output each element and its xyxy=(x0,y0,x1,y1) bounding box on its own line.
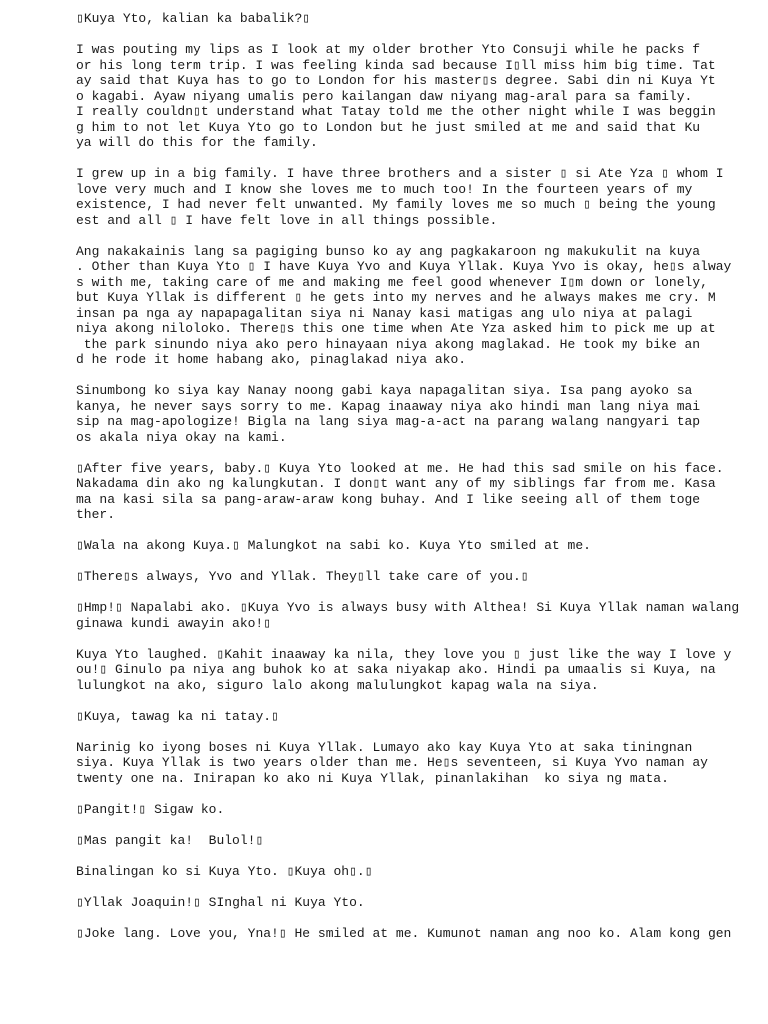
text-line: Narinig ko iyong boses ni Kuya Yllak. Lumayo ako kay Kuya Yto at saka tiningnan xyxy=(76,739,693,755)
text-line: lulungkot na ako, siguro lalo akong malulungkot kapag wala na siya. xyxy=(76,677,599,693)
text-line: ma na kasi sila sa pang-araw-araw kong buhay. And I like seeing all of them toge xyxy=(76,491,701,507)
text-line: ginawa kundi awayin ako!▯ xyxy=(76,615,272,631)
text-line: s with me, taking care of me and making me feel good whenever I▯m down or lonely, xyxy=(76,274,708,290)
text-line: love very much and I know she loves me to much too! In the fourteen years of my xyxy=(76,181,693,197)
paragraph xyxy=(76,383,716,445)
paragraph xyxy=(76,833,716,849)
text-line: ▯There▯s always, Yvo and Yllak. They▯ll take care of you.▯ xyxy=(76,569,529,584)
text-line: existence, I had never felt unwanted. My family loves me so much ▯ being the young xyxy=(76,197,716,212)
text-line: I grew up in a big family. I have three brothers and a sister ▯ si Ate Yza ▯ whom I xyxy=(76,166,724,181)
text-line: ▯Kuya Yto, kalian ka babalik?▯ xyxy=(76,11,311,26)
paragraph xyxy=(76,802,716,818)
text-line: ▯After five years, baby.▯ Kuya Yto looked at me. He had this sad smile on his face. xyxy=(76,460,724,476)
text-line: twenty one na. Inirapan ko ako ni Kuya Yllak, pinanlakihan ko siya ng mata. xyxy=(76,770,669,786)
document-body xyxy=(76,11,740,957)
paragraph xyxy=(76,166,724,228)
text-line: ya will do this for the family. xyxy=(76,135,318,150)
text-line: ▯Hmp!▯ Napalabi ako. ▯Kuya Yvo is always busy with Althea! Si Kuya Yllak naman walang xyxy=(76,600,740,615)
paragraph xyxy=(76,11,716,27)
paragraph xyxy=(76,243,732,368)
text-line: I was pouting my lips as I look at my older brother Yto Consuji while he packs f xyxy=(76,42,701,57)
text-line: est and all ▯ I have felt love in all things possible. xyxy=(76,212,498,228)
text-line: Nakadama din ako ng kalungkutan. I don▯t want any of my siblings far from me. Kasa xyxy=(76,476,716,491)
text-line: kanya, he never says sorry to me. Kapag inaaway niya ako hindi man lang niya mai xyxy=(76,398,701,414)
text-line: ther. xyxy=(76,507,116,522)
paragraph xyxy=(76,42,716,151)
text-line: ay said that Kuya has to go to London for his master▯s degree. Sabi din ni Kuya Yt xyxy=(76,73,716,88)
text-line: ▯Kuya, tawag ka ni tatay.▯ xyxy=(76,708,279,724)
text-line: siya. Kuya Yllak is two years older than me. He▯s seventeen, si Kuya Yvo naman ay xyxy=(76,755,708,770)
text-line: ▯Yllak Joaquin!▯ SInghal ni Kuya Yto. xyxy=(76,894,365,910)
text-line: ▯Wala na akong Kuya.▯ Malungkot na sabi ko. Kuya Yto smiled at me. xyxy=(76,538,591,553)
text-line: os akala niya okay na kami. xyxy=(76,429,287,445)
text-line: ▯Mas pangit ka! Bulol!▯ xyxy=(76,832,264,848)
text-line: sip na mag-apologize! Bigla na lang siya mag-a-act na parang walang nangyari tap xyxy=(76,414,701,429)
paragraph xyxy=(76,709,716,725)
text-line: ▯Joke lang. Love you, Yna!▯ He smiled at me. Kumunot naman ang noo ko. Alam kong gen xyxy=(76,925,732,941)
text-line: insan pa nga ay napapagalitan siya ni Nanay kasi matigas ang ulo niya at palagi xyxy=(76,305,693,321)
text-line: or his long term trip. I was feeling kinda sad because I▯ll miss him big time. Tat xyxy=(76,57,716,73)
text-line: . Other than Kuya Yto ▯ I have Kuya Yvo and Kuya Yllak. Kuya Yvo is okay, he▯s alway xyxy=(76,259,732,274)
text-line: ou!▯ Ginulo pa niya ang buhok ko at saka niyakap ako. Hindi pa umaalis si Kuya, na xyxy=(76,662,716,677)
text-line: o kagabi. Ayaw niyang umalis pero kailangan daw niyang mag-aral para sa family. xyxy=(76,88,693,104)
paragraph xyxy=(76,460,724,523)
text-line: d he rode it home habang ako, pinaglakad niya ako. xyxy=(76,352,467,367)
text-line: Binalingan ko si Kuya Yto. ▯Kuya oh▯.▯ xyxy=(76,863,373,879)
paragraph xyxy=(76,569,716,585)
paragraph xyxy=(76,538,716,554)
text-line: I really couldn▯t understand what Tatay told me the other night while I was beggin xyxy=(76,104,716,119)
paragraph xyxy=(76,600,740,631)
paragraph xyxy=(76,864,716,880)
text-line: niya akong niloloko. There▯s this one time when Ate Yza asked him to pick me up at xyxy=(76,321,716,336)
text-line: but Kuya Yllak is different ▯ he gets into my nerves and he always makes me cry. M xyxy=(76,290,716,305)
text-line: Sinumbong ko siya kay Nanay noong gabi kaya napagalitan siya. Isa pang ayoko sa xyxy=(76,383,693,398)
text-line: Ang nakakainis lang sa pagiging bunso ko ay ang pagkakaroon ng makukulit na kuya xyxy=(76,243,701,259)
paragraph xyxy=(76,895,716,911)
text-line: ▯Pangit!▯ Sigaw ko. xyxy=(76,801,225,817)
text-line: the park sinundo niya ako pero hinayaan niya akong maglakad. He took my bike an xyxy=(76,336,701,352)
text-line: g him to not let Kuya Yto go to London but he just smiled at me and said that Ku xyxy=(76,119,701,135)
paragraph xyxy=(76,646,732,694)
paragraph xyxy=(76,925,732,942)
text-line: Kuya Yto laughed. ▯Kahit inaaway ka nila, they love you ▯ just like the way I love y xyxy=(76,646,732,662)
paragraph xyxy=(76,740,716,787)
